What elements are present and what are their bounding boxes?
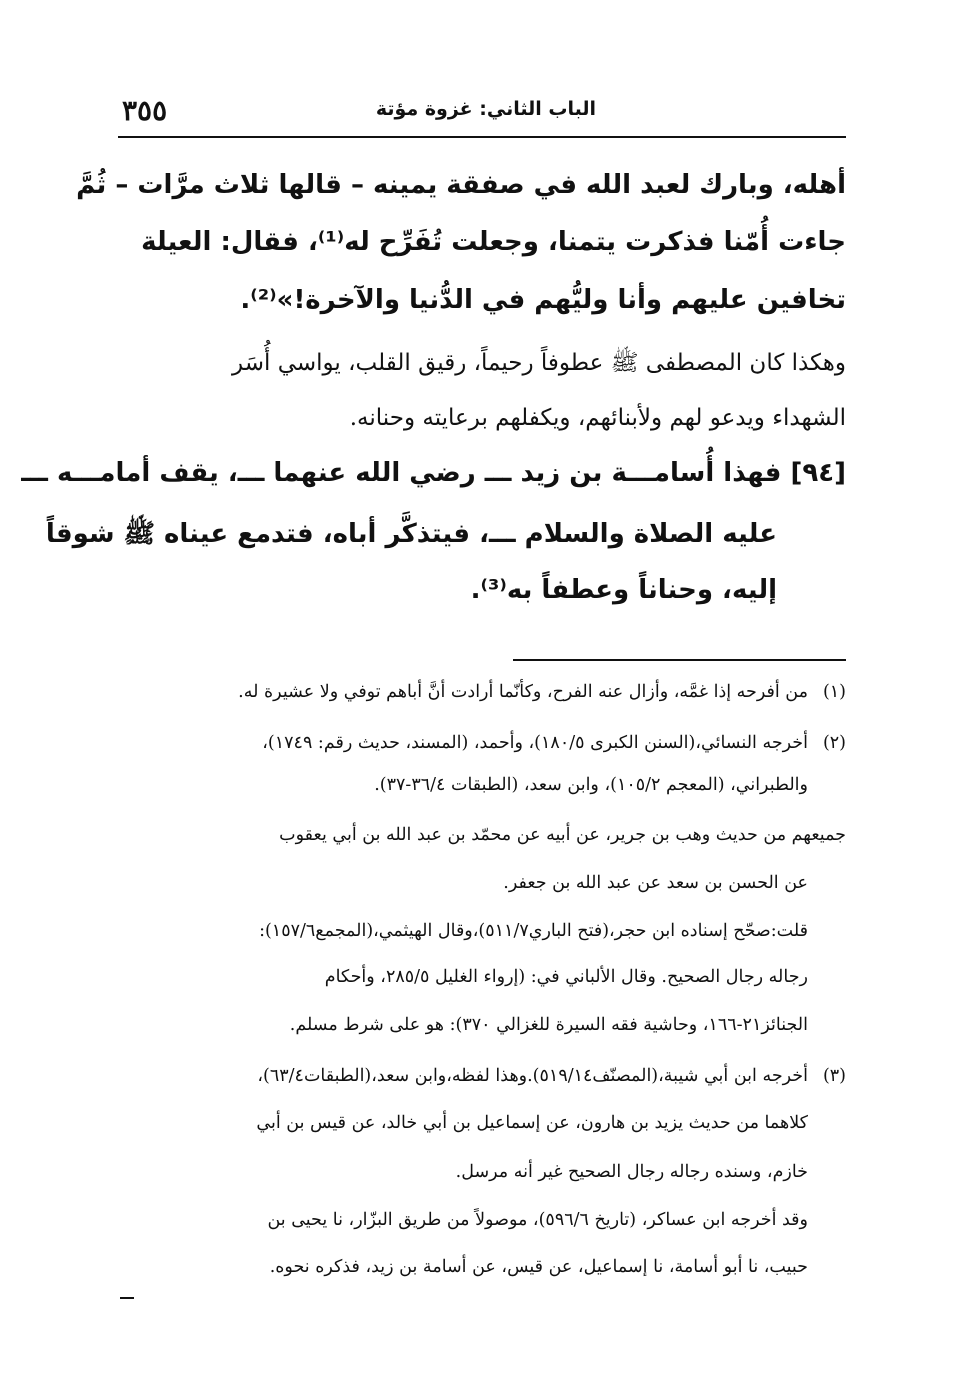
bottom-mark xyxy=(120,1297,134,1299)
footnote-line: كلاهما من حديث يزيد بن هارون، عن إسماعيل بن أبي خالد، عن قيس بن أبي xyxy=(256,1113,808,1133)
footnote-line: أخرجه ابن أبي شيبة،(المصنّف٥١٩/١٤).وهذا لفظه،وابن سعد،(الطبقات٦٣/٤)، xyxy=(257,1066,808,1086)
footnote-1 xyxy=(116,682,846,712)
footnote-2 xyxy=(116,733,846,1053)
running-title: الباب الثاني: غزوة مؤتة xyxy=(375,98,596,120)
body-line-2: جاءت أُمّنا فذكرت يتمنا، وجعلت تُفَرِّح له⁽¹⁾، فقال: العيلة xyxy=(141,227,846,257)
footnote-line: أخرجه النسائي،(السنن الكبرى ١٨٠/٥)، وأحمد، (المسند، حديث رقم: ١٧٤٩)، xyxy=(262,733,808,753)
body-line-5: الشهداء ويدعو لهم ولأبنائهم، ويكفلهم برعايته وحنانه. xyxy=(349,405,846,431)
footnote-line: رجاله رجال الصحيح. وقال الألباني في: (إرواء الغليل ٢٨٥/٥، وأحكام xyxy=(324,967,808,987)
footnote-line: والطبراني، (المعجم ١٠٥/٢)، وابن سعد، (الطبقات ٣٦/٤-٣٧). xyxy=(374,775,808,795)
footnote-line: عن الحسن بن سعد عن عبد الله بن جعفر. xyxy=(503,873,808,893)
footnote-3 xyxy=(116,1066,846,1296)
body-line-8: إليه، وحناناً وعطفاً به⁽³⁾. xyxy=(470,575,777,605)
footnote-line: قلت:صحّح إسناده ابن حجر،(فتح الباري٥١١/٧)،وقال الهيثمي،(المجمع١٥٧/٦): xyxy=(259,921,808,941)
footnote-number: (١) xyxy=(822,682,846,702)
footnote-line: جميعهم من حديث وهب بن جرير، عن أبيه عن محمّد بن عبد الله بن أبي يعقوب xyxy=(279,825,846,845)
body-line-6: [٩٤] فهذا أُسامـــة بن زيد ـــ رضي الله عنهما ـــ، يقف أمامـــه ـــ xyxy=(21,458,846,488)
footnote-number: (٣) xyxy=(822,1066,846,1086)
footnote-line: الجنائز٢١-١٦٦، وحاشية فقه السيرة للغزالي ٣٧٠): هو على شرط مسلم. xyxy=(289,1015,808,1035)
page-header xyxy=(118,92,846,132)
footnote-rule xyxy=(513,659,846,661)
footnote-line: حبيب، نا أبو أسامة، نا إسماعيل، عن قيس، عن أسامة بن زيد، فذكره نحوه. xyxy=(269,1257,808,1277)
page-number: ٣٥٥ xyxy=(122,94,168,127)
footnote-line: من أفرحه إذا غمَّه، وأزال عنه الفرح، وكأنّما أرادت أنَّ أباهم توفي ولا عشيرة له. xyxy=(238,682,808,702)
body-line-3: تخافين عليهم وأنا وليُّهم في الدُّنيا والآخرة!»⁽²⁾. xyxy=(240,285,846,315)
header-rule xyxy=(118,136,846,138)
body-line-1: أهله، وبارك لعبد الله في صفقة يمينه – قالها ثلاث مرَّات – ثُمَّ xyxy=(76,170,846,200)
footnote-number: (٢) xyxy=(822,733,846,753)
footnote-line: خازم، وسنده رجاله رجال الصحيح غير أنه مرسل. xyxy=(455,1162,808,1182)
body-line-4: وهكذا كان المصطفى ﷺ عطوفاً رحيماً، رقيق القلب، يواسي أُسَر xyxy=(232,350,846,376)
footnote-line: وقد أخرجه ابن عساكر، (تاريخ ٥٩٦/٦)، موصولاً من طريق البزّار، نا يحيى بن xyxy=(267,1210,808,1230)
body-line-7: عليه الصلاة والسلام ـــ، فيتذكَّر أباه، فتدمع عيناه ﷺ شوقاً xyxy=(45,519,777,549)
